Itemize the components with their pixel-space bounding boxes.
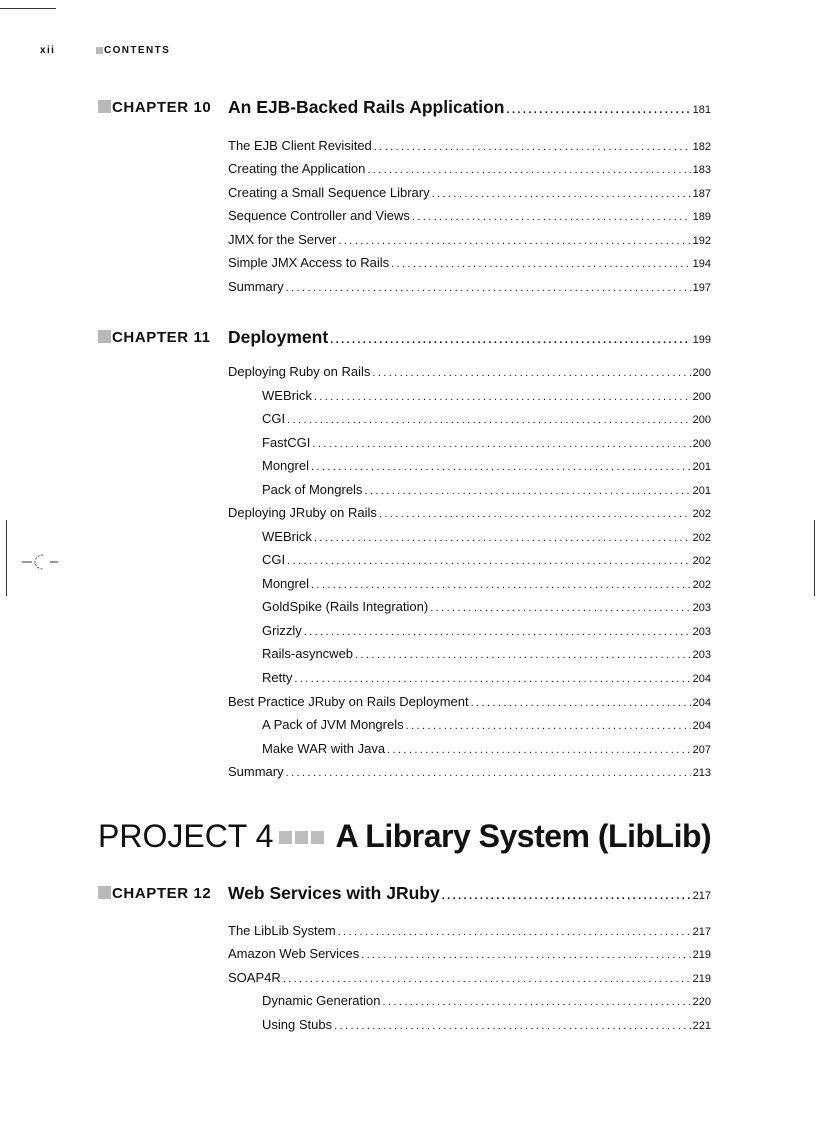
square-bullet-icon xyxy=(98,886,111,899)
dot-leader xyxy=(311,461,691,473)
toc-chapter-title[interactable]: Web Services with JRuby ..... 217 xyxy=(228,883,711,904)
dot-leader xyxy=(286,767,691,779)
dot-leader xyxy=(406,720,691,732)
page-ref: 219 xyxy=(692,973,711,985)
page-ref: 207 xyxy=(692,744,711,756)
page-ref: 204 xyxy=(692,697,711,709)
square-bullet-icon xyxy=(96,47,103,54)
square-bullet-icon xyxy=(98,330,111,343)
toc-subentry[interactable]: Mongrel ..... 202 xyxy=(262,576,711,591)
toc-entry[interactable]: Sequence Controller and Views ..... 189 xyxy=(228,208,711,223)
toc-entry[interactable]: Summary ..... 197 xyxy=(228,279,711,294)
toc-entry[interactable]: SOAP4R ..... 219 xyxy=(228,970,711,985)
dot-leader xyxy=(283,973,691,985)
dot-leader xyxy=(334,1020,691,1032)
toc-subentry[interactable]: Using Stubs ..... 221 xyxy=(262,1017,711,1032)
page-ref: 181 xyxy=(692,104,711,116)
toc-subentry[interactable]: Pack of Mongrels ..... 201 xyxy=(262,482,711,497)
dot-leader xyxy=(391,258,691,270)
running-head xyxy=(40,45,170,56)
toc-entry[interactable]: Amazon Web Services ..... 219 xyxy=(228,946,711,961)
page-ref: 192 xyxy=(692,235,711,247)
page-ref: 213 xyxy=(692,767,711,779)
dot-leader xyxy=(330,334,690,346)
toc-entry[interactable]: Creating a Small Sequence Library ..... 187 xyxy=(228,185,711,200)
page-ref: 201 xyxy=(692,485,711,497)
page-ref: 204 xyxy=(692,673,711,685)
dot-leader xyxy=(372,367,690,379)
page-ref: 202 xyxy=(692,532,711,544)
page-ref: 182 xyxy=(692,141,711,153)
page-ref: 197 xyxy=(692,282,711,294)
dot-leader xyxy=(379,508,691,520)
crop-mark-left xyxy=(6,520,7,596)
toc-subentry[interactable]: Dynamic Generation ..... 220 xyxy=(262,993,711,1008)
page-ref: 194 xyxy=(692,258,711,270)
chapter-label: CHAPTER 12 xyxy=(98,885,211,902)
page-number: xii xyxy=(40,45,56,56)
project-label: PROJECT 4 xyxy=(98,818,274,854)
dot-leader xyxy=(287,414,691,426)
dot-leader xyxy=(471,697,691,709)
dot-leader xyxy=(374,141,691,153)
toc-entry[interactable]: JMX for the Server ..... 192 xyxy=(228,232,711,247)
toc-entry[interactable]: Creating the Application ..... 183 xyxy=(228,161,711,176)
toc-entry[interactable]: Simple JMX Access to Rails ..... 194 xyxy=(228,255,711,270)
dot-leader xyxy=(314,532,691,544)
page-ref: 201 xyxy=(692,461,711,473)
dot-leader xyxy=(355,649,691,661)
square-bullet-icon xyxy=(279,831,292,844)
page-ref: 200 xyxy=(692,367,711,379)
dot-leader xyxy=(432,188,691,200)
toc-subentry[interactable]: Mongrel ..... 201 xyxy=(262,458,711,473)
dot-leader xyxy=(507,104,691,116)
dot-leader xyxy=(367,164,690,176)
toc-subentry[interactable]: GoldSpike (Rails Integration) ..... 203 xyxy=(262,599,711,614)
crop-mark-right xyxy=(814,520,815,596)
page-ref: 204 xyxy=(692,720,711,732)
registration-mark-icon xyxy=(22,552,58,572)
square-bullet-icon xyxy=(311,831,324,844)
toc-subentry[interactable]: Make WAR with Java ..... 207 xyxy=(262,741,711,756)
toc-subentry[interactable]: Grizzly ..... 203 xyxy=(262,623,711,638)
dot-leader xyxy=(311,579,691,591)
chapter-label: CHAPTER 11 xyxy=(98,329,211,346)
dot-leader xyxy=(361,949,690,961)
project-title: A Library System (LibLib) xyxy=(335,818,712,854)
dot-leader xyxy=(442,890,691,902)
toc-entry[interactable]: Best Practice JRuby on Rails Deployment ..... 204 xyxy=(228,694,711,709)
dot-leader xyxy=(304,626,691,638)
page-ref: 217 xyxy=(692,890,711,902)
page-ref: 200 xyxy=(692,438,711,450)
page-ref: 203 xyxy=(692,649,711,661)
square-bullet-icon xyxy=(98,100,111,113)
toc-subentry[interactable]: CGI ..... 200 xyxy=(262,411,711,426)
toc-entry[interactable]: Deploying Ruby on Rails ..... 200 xyxy=(228,364,711,379)
square-bullets xyxy=(279,818,327,855)
toc-subentry[interactable]: CGI ..... 202 xyxy=(262,552,711,567)
toc-subentry[interactable]: A Pack of JVM Mongrels ..... 204 xyxy=(262,717,711,732)
page-ref: 203 xyxy=(692,626,711,638)
dot-leader xyxy=(338,926,691,938)
toc-subentry[interactable]: Rails-asyncweb ..... 203 xyxy=(262,646,711,661)
crop-line-top xyxy=(0,8,56,9)
running-head-title: CONTENTS xyxy=(104,45,171,56)
project-heading[interactable] xyxy=(98,818,711,855)
page-ref: 202 xyxy=(692,555,711,567)
page-ref: 200 xyxy=(692,391,711,403)
toc-entry[interactable]: The LibLib System ..... 217 xyxy=(228,923,711,938)
page-ref: 202 xyxy=(692,579,711,591)
toc-subentry[interactable]: Retty ..... 204 xyxy=(262,670,711,685)
page-ref: 187 xyxy=(692,188,711,200)
page-ref: 202 xyxy=(692,508,711,520)
dot-leader xyxy=(338,235,690,247)
dot-leader xyxy=(294,673,690,685)
dot-leader xyxy=(383,996,691,1008)
toc-entry[interactable]: The EJB Client Revisited ..... 182 xyxy=(228,138,711,153)
toc-subentry[interactable]: FastCGI ..... 200 xyxy=(262,435,711,450)
dot-leader xyxy=(412,211,691,223)
page-ref: 219 xyxy=(692,949,711,961)
page-ref: 200 xyxy=(692,414,711,426)
toc-subentry[interactable]: WEBrick ..... 200 xyxy=(262,388,711,403)
page-ref: 183 xyxy=(692,164,711,176)
toc-entry[interactable]: Summary ..... 213 xyxy=(228,764,711,779)
dot-leader xyxy=(287,555,691,567)
page-ref: 221 xyxy=(692,1020,711,1032)
page-ref: 189 xyxy=(692,211,711,223)
dot-leader xyxy=(312,438,690,450)
dot-leader xyxy=(387,744,691,756)
dot-leader xyxy=(430,602,690,614)
page-ref: 199 xyxy=(692,334,711,346)
page-ref: 217 xyxy=(692,926,711,938)
toc-chapter-title[interactable]: Deployment ..... 199 xyxy=(228,327,711,348)
page-ref: 220 xyxy=(692,996,711,1008)
toc-subentry[interactable]: WEBrick ..... 202 xyxy=(262,529,711,544)
chapter-label: CHAPTER 10 xyxy=(98,99,211,116)
toc-entry[interactable]: Deploying JRuby on Rails ..... 202 xyxy=(228,505,711,520)
page-ref: 203 xyxy=(692,602,711,614)
dot-leader xyxy=(286,282,691,294)
dot-leader xyxy=(364,485,690,497)
dot-leader xyxy=(314,391,691,403)
square-bullet-icon xyxy=(295,831,308,844)
toc-chapter-title[interactable]: An EJB-Backed Rails Application ..... 181 xyxy=(228,97,711,118)
